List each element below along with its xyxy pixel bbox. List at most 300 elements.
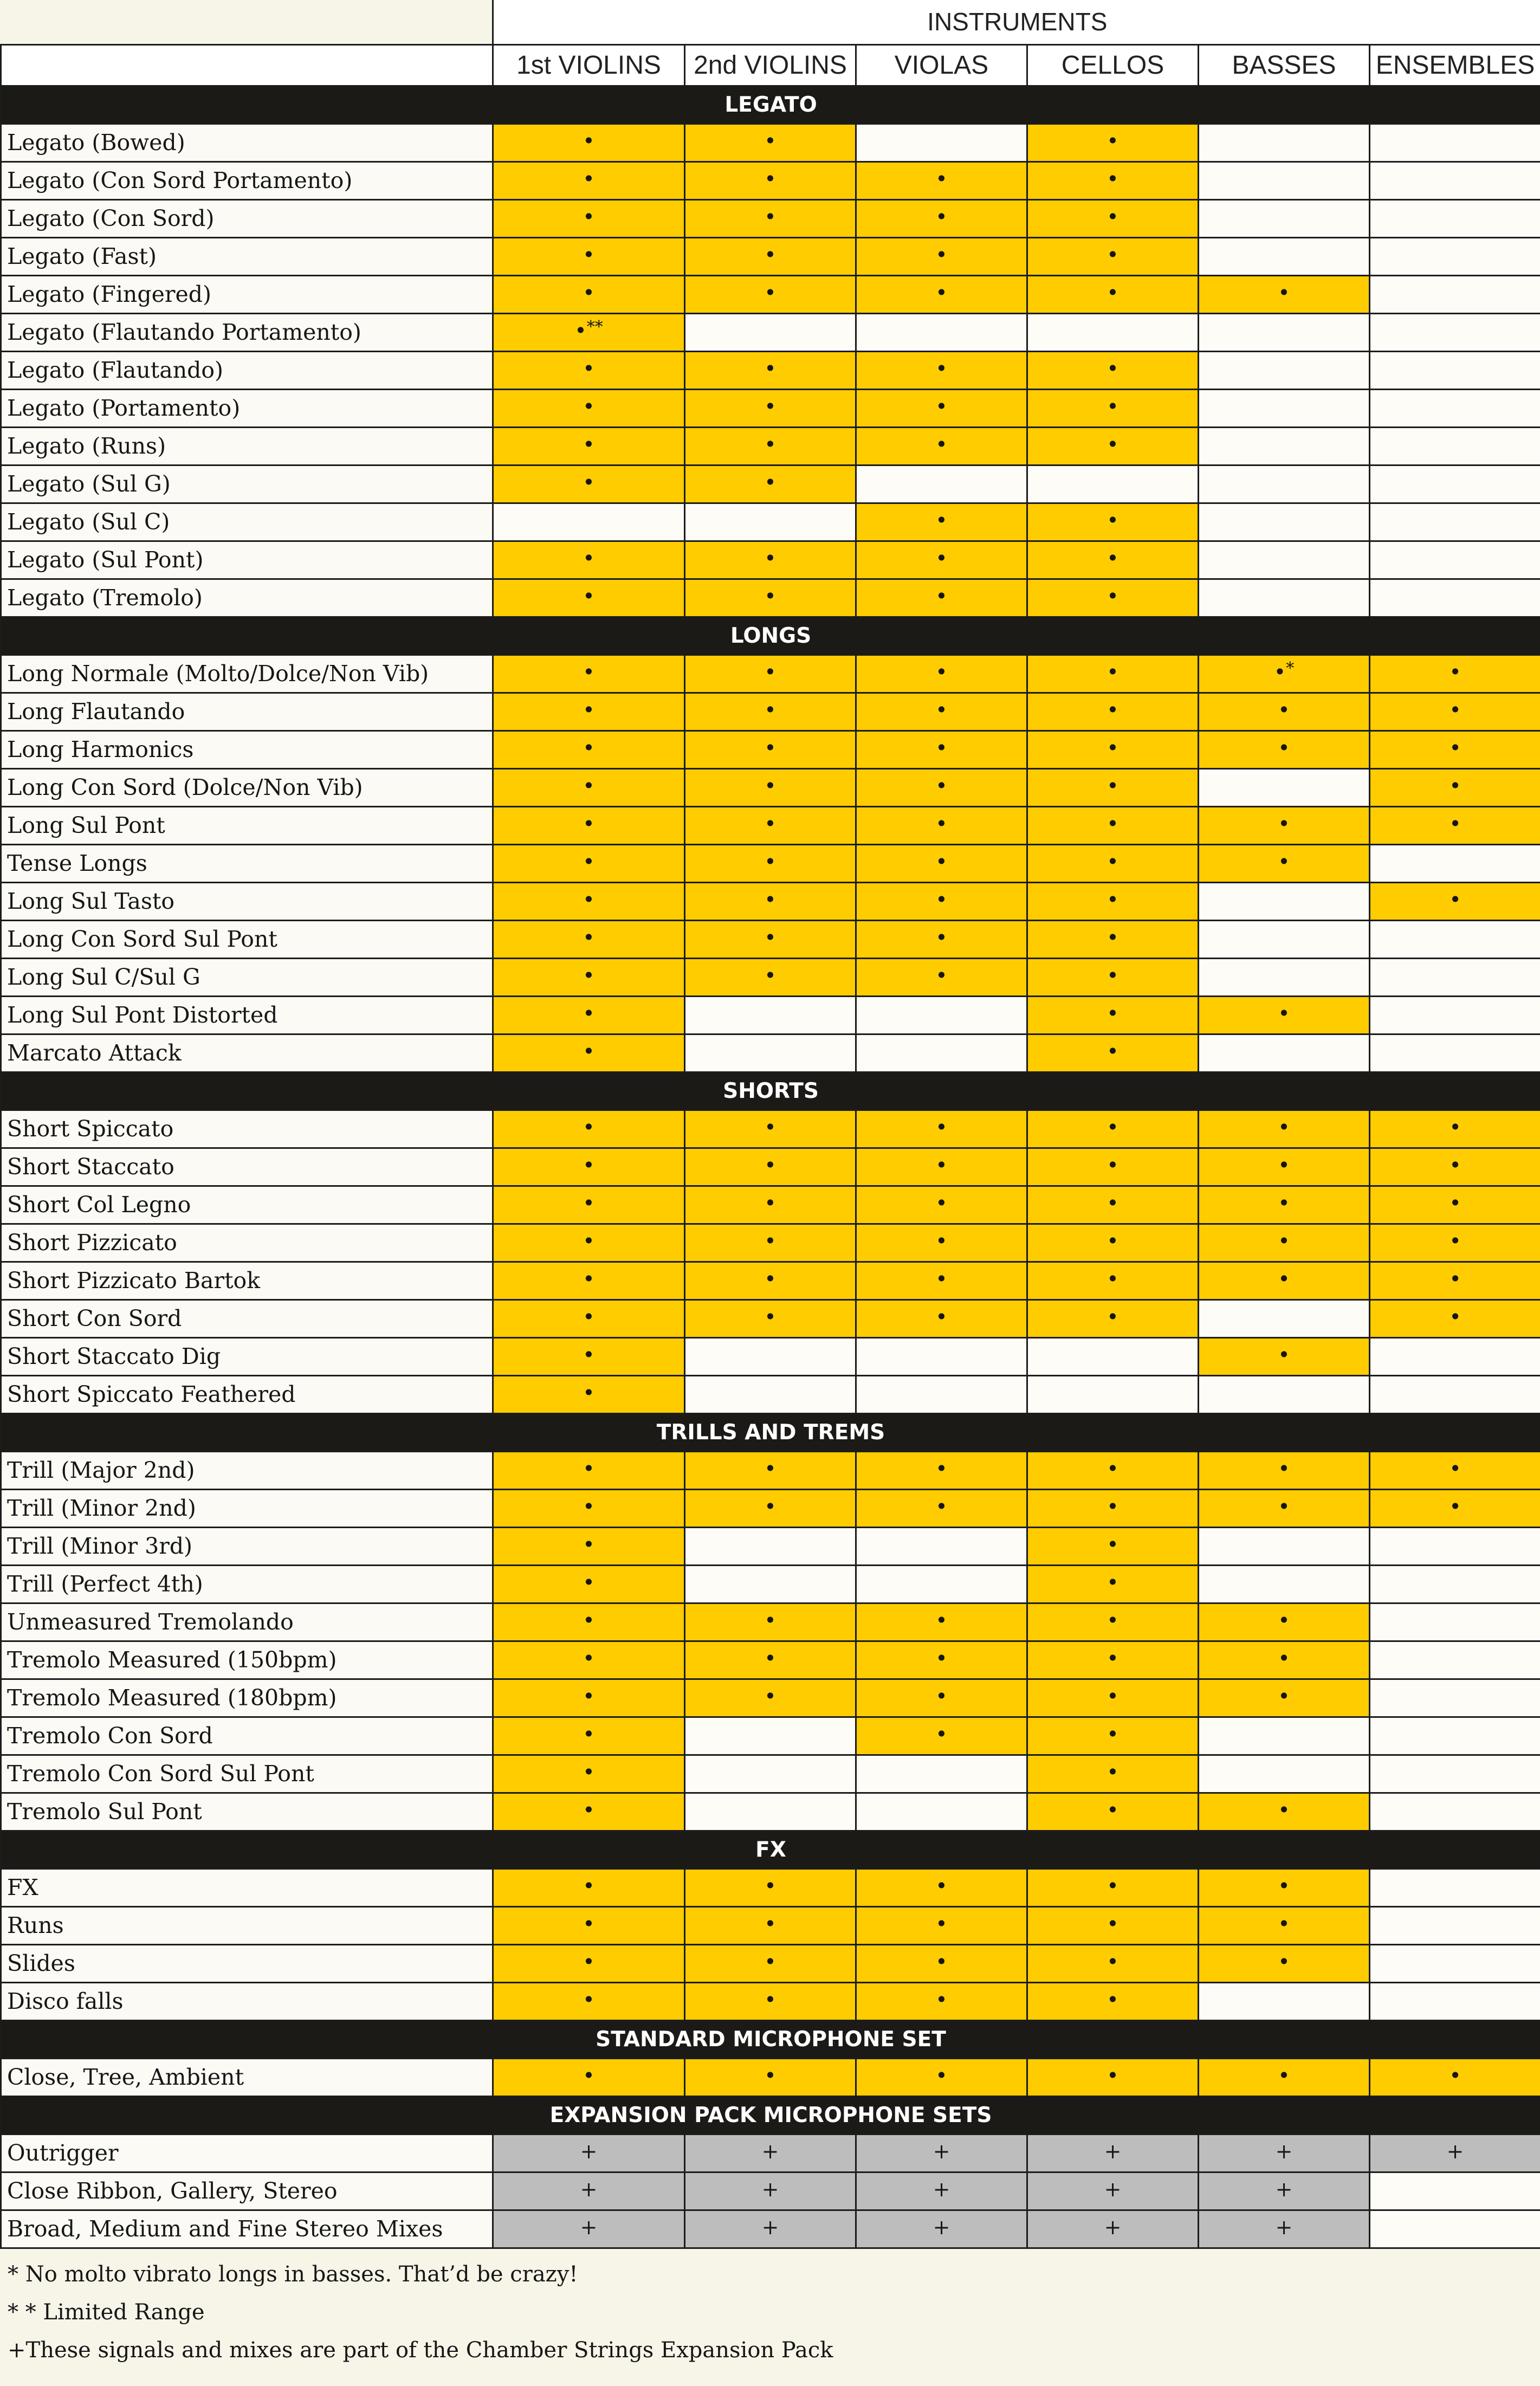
availability-dot: • (935, 432, 948, 456)
cell-1st-violins (493, 389, 685, 427)
cell-1st-violins (493, 1186, 685, 1224)
table-row (1, 655, 1540, 693)
column-header-violas: VIOLAS (856, 44, 1027, 86)
cell-basses (1199, 1982, 1370, 2020)
row-label: Slides (1, 1944, 493, 1982)
section-header: STANDARD MICROPHONE SET (1, 2020, 1540, 2058)
cell-basses (1199, 351, 1370, 389)
cell-1st-violins (493, 844, 685, 882)
cell-1st-violins (493, 313, 685, 351)
cell-violas (856, 389, 1027, 427)
cell-1st-violins (493, 2210, 685, 2248)
availability-dot: • (1107, 508, 1119, 532)
availability-dot: • (1449, 1267, 1461, 1291)
row-label: Unmeasured Tremolando (1, 1603, 493, 1641)
cell-basses (1199, 124, 1370, 161)
cell-basses (1199, 313, 1370, 351)
row-label: Tremolo Con Sord (1, 1717, 493, 1755)
cell-basses (1199, 1565, 1370, 1603)
cell-violas (856, 882, 1027, 920)
availability-dot: • (1107, 1153, 1119, 1177)
availability-dot: • (935, 205, 948, 229)
row-label: Tremolo Sul Pont (1, 1793, 493, 1831)
availability-dot: • (935, 1191, 948, 1215)
cell-cellos (1027, 1679, 1199, 1717)
row-label: Short Con Sord (1, 1299, 493, 1337)
availability-dot: • (1107, 1608, 1119, 1632)
table-row (1, 844, 1540, 882)
cell-ensembles (1370, 1527, 1540, 1565)
cell-2nd-violins (685, 1755, 856, 1793)
cell-basses (1199, 1148, 1370, 1186)
availability-dot: • (583, 357, 595, 380)
cell-ensembles (1370, 958, 1540, 996)
cell-cellos (1027, 958, 1199, 996)
availability-dot: • (764, 205, 777, 229)
cell-basses (1199, 882, 1370, 920)
cell-2nd-violins (685, 1262, 856, 1299)
cell-violas (856, 427, 1027, 465)
availability-dot: • (1107, 2064, 1119, 2087)
availability-dot: • (764, 1267, 777, 1291)
cell-basses (1199, 427, 1370, 465)
cell-2nd-violins (685, 1224, 856, 1262)
cell-basses (1199, 1262, 1370, 1299)
section-header: FX (1, 1831, 1540, 1868)
cell-1st-violins (493, 1641, 685, 1679)
availability-dot: • (764, 584, 777, 608)
cell-ensembles (1370, 1375, 1540, 1413)
cell-2nd-violins (685, 1034, 856, 1072)
table-row (1, 2058, 1540, 2096)
availability-dot: • (583, 888, 595, 911)
cell-basses (1199, 2058, 1370, 2096)
cell-basses (1199, 275, 1370, 313)
table-row (1, 1262, 1540, 1299)
availability-dot: • (935, 1305, 948, 1329)
availability-dot: • (583, 1305, 595, 1329)
expansion-plus: + (933, 2177, 950, 2201)
cell-basses (1199, 1375, 1370, 1413)
cell-basses (1199, 1641, 1370, 1679)
availability-dot: • (1449, 1305, 1461, 1329)
cell-violas (856, 2058, 1027, 2096)
cell-cellos (1027, 655, 1199, 693)
cell-violas (856, 1982, 1027, 2020)
cell-violas (856, 844, 1027, 882)
availability-dot: • (935, 1684, 948, 1708)
cell-violas (856, 1337, 1027, 1375)
cell-ensembles (1370, 655, 1540, 693)
availability-dot: • (583, 964, 595, 987)
cell-basses (1199, 1034, 1370, 1072)
cell-violas (856, 996, 1027, 1034)
availability-dot: • (1278, 812, 1290, 836)
cell-1st-violins (493, 1793, 685, 1831)
availability-dot: • (1278, 1267, 1290, 1291)
availability-dot: • (1107, 1533, 1119, 1556)
availability-dot: • (1278, 1229, 1290, 1253)
row-label: Legato (Runs) (1, 427, 493, 465)
table-row (1, 2134, 1540, 2172)
column-header-2nd-violins: 2nd VIOLINS (685, 44, 856, 86)
availability-dot: • (764, 2064, 777, 2087)
cell-basses (1199, 693, 1370, 730)
availability-dot: • (1278, 1115, 1290, 1139)
availability-dot: • (1449, 1153, 1461, 1177)
availability-dot: • (1107, 774, 1119, 798)
cell-cellos (1027, 1944, 1199, 1982)
cell-basses (1199, 996, 1370, 1034)
availability-dot: • (935, 1646, 948, 1670)
availability-dot: • (583, 1570, 595, 1594)
cell-ensembles (1370, 465, 1540, 503)
availability-dot: • (764, 167, 777, 191)
availability-dot: • (1107, 660, 1119, 684)
cell-ensembles (1370, 389, 1540, 427)
cell-violas (856, 1110, 1027, 1148)
expansion-plus: + (580, 2139, 598, 2163)
cell-cellos (1027, 1186, 1199, 1224)
row-label: Trill (Minor 3rd) (1, 1527, 493, 1565)
cell-2nd-violins (685, 1489, 856, 1527)
cell-2nd-violins (685, 199, 856, 237)
availability-dot: • (1107, 1874, 1119, 1898)
availability-dot: • (583, 2064, 595, 2087)
cell-2nd-violins (685, 1603, 856, 1641)
table-row (1, 1641, 1540, 1679)
cell-cellos (1027, 275, 1199, 313)
availability-dot: • (1278, 1191, 1290, 1215)
cell-basses (1199, 1755, 1370, 1793)
availability-dot: • (583, 660, 595, 684)
cell-violas (856, 1034, 1027, 1072)
availability-dot: • (935, 926, 948, 949)
cell-cellos (1027, 844, 1199, 882)
cell-ensembles (1370, 427, 1540, 465)
table-row (1, 1148, 1540, 1186)
cell-1st-violins (493, 1451, 685, 1489)
availability-dot: • (764, 1305, 777, 1329)
row-label: Short Pizzicato (1, 1224, 493, 1262)
cell-2nd-violins (685, 2210, 856, 2248)
cell-1st-violins (493, 541, 685, 579)
availability-dot: • (1107, 546, 1119, 570)
cell-basses (1199, 199, 1370, 237)
cell-2nd-violins (685, 2172, 856, 2210)
cell-ensembles (1370, 1337, 1540, 1375)
availability-dot: • (583, 395, 595, 418)
cell-2nd-violins (685, 579, 856, 617)
availability-dot: • (1449, 1229, 1461, 1253)
expansion-plus: + (1275, 2215, 1293, 2239)
row-label: Short Staccato Dig (1, 1337, 493, 1375)
table-row (1, 806, 1540, 844)
cell-2nd-violins (685, 1299, 856, 1337)
availability-dot: • (764, 1153, 777, 1177)
cell-ensembles (1370, 693, 1540, 730)
cell-basses (1199, 1603, 1370, 1641)
availability-dot: • (583, 1153, 595, 1177)
footnote-mark: ** (586, 318, 603, 337)
row-label: Outrigger (1, 2134, 493, 2172)
cell-violas (856, 1944, 1027, 1982)
cell-1st-violins (493, 1565, 685, 1603)
availability-dot: • (764, 964, 777, 987)
table-row (1, 996, 1540, 1034)
cell-ensembles (1370, 579, 1540, 617)
cell-2nd-violins (685, 161, 856, 199)
availability-dot: • (935, 281, 948, 305)
availability-dot: • (935, 243, 948, 267)
table-row (1, 1527, 1540, 1565)
header-label-cell (1, 44, 493, 86)
cell-cellos (1027, 1299, 1199, 1337)
table-row (1, 1944, 1540, 1982)
table-row (1, 199, 1540, 237)
cell-ensembles (1370, 351, 1540, 389)
availability-dot: • (1449, 774, 1461, 798)
availability-dot: • (1107, 1646, 1119, 1670)
availability-dot: • (1107, 736, 1119, 760)
cell-2nd-violins (685, 1451, 856, 1489)
cell-violas (856, 1641, 1027, 1679)
table-row (1, 1451, 1540, 1489)
availability-dot: • (764, 736, 777, 760)
cell-violas (856, 2210, 1027, 2248)
table-row (1, 161, 1540, 199)
availability-dot: • (1278, 281, 1290, 305)
table-row (1, 389, 1540, 427)
cell-cellos (1027, 199, 1199, 237)
cell-violas (856, 806, 1027, 844)
cell-basses (1199, 1527, 1370, 1565)
availability-dot: • (1107, 1988, 1119, 2012)
availability-dot: • (1107, 1798, 1119, 1822)
cell-basses (1199, 655, 1370, 693)
instruments-title: INSTRUMENTS (493, 0, 1540, 44)
table-row (1, 958, 1540, 996)
availability-dot: • (1449, 1495, 1461, 1518)
availability-dot: • (583, 1267, 595, 1291)
availability-dot: • (1278, 1798, 1290, 1822)
cell-2nd-violins (685, 503, 856, 541)
cell-violas (856, 1717, 1027, 1755)
availability-dot: • (935, 1912, 948, 1936)
cell-1st-violins (493, 1337, 685, 1375)
cell-basses (1199, 2172, 1370, 2210)
cell-1st-violins (493, 958, 685, 996)
table-row (1, 2172, 1540, 2210)
availability-dot: • (583, 1039, 595, 1063)
availability-dot: • (583, 812, 595, 836)
cell-cellos (1027, 1982, 1199, 2020)
availability-dot: • (1107, 1305, 1119, 1329)
cell-cellos (1027, 1868, 1199, 1906)
availability-dot: • (1107, 395, 1119, 418)
availability-dot: • (1107, 1001, 1119, 1025)
table-row (1, 275, 1540, 313)
cell-violas (856, 1262, 1027, 1299)
cell-basses (1199, 1717, 1370, 1755)
cell-2nd-violins (685, 1186, 856, 1224)
cell-1st-violins (493, 427, 685, 465)
expansion-plus: + (1446, 2139, 1464, 2163)
row-label: Long Sul Pont (1, 806, 493, 844)
table-row (1, 1868, 1540, 1906)
cell-basses (1199, 465, 1370, 503)
table-row (1, 1224, 1540, 1262)
cell-ensembles (1370, 1679, 1540, 1717)
cell-1st-violins (493, 1944, 685, 1982)
cell-violas (856, 465, 1027, 503)
expansion-plus: + (1104, 2139, 1122, 2163)
availability-dot: • (1107, 926, 1119, 949)
availability-dot: • (583, 774, 595, 798)
cell-violas (856, 1755, 1027, 1793)
row-label: Runs (1, 1906, 493, 1944)
availability-dot: • (1107, 243, 1119, 267)
cell-ensembles (1370, 1868, 1540, 1906)
footnotes (8, 2255, 833, 2369)
availability-dot: • (935, 774, 948, 798)
cell-violas (856, 1868, 1027, 1906)
cell-cellos (1027, 1565, 1199, 1603)
row-label: Close Ribbon, Gallery, Stereo (1, 2172, 493, 2210)
cell-basses (1199, 161, 1370, 199)
cell-1st-violins (493, 124, 685, 161)
cell-violas (856, 1451, 1027, 1489)
availability-dot: • (1107, 167, 1119, 191)
availability-dot: • (1278, 1153, 1290, 1177)
cell-1st-violins (493, 1868, 685, 1906)
cell-2nd-violins (685, 1906, 856, 1944)
cell-1st-violins (493, 1148, 685, 1186)
availability-dot: • (935, 357, 948, 380)
cell-2nd-violins (685, 882, 856, 920)
table-row (1, 1717, 1540, 1755)
corner-empty-cell (1, 0, 493, 44)
availability-dot: • (1449, 698, 1461, 722)
cell-violas (856, 1906, 1027, 1944)
cell-1st-violins (493, 1527, 685, 1565)
table-row (1, 920, 1540, 958)
cell-1st-violins (493, 1489, 685, 1527)
row-label: Long Harmonics (1, 730, 493, 768)
cell-2nd-violins (685, 958, 856, 996)
availability-dot: • (1273, 660, 1286, 684)
row-label: Long Flautando (1, 693, 493, 730)
table-row (1, 1110, 1540, 1148)
availability-dot: • (1278, 1495, 1290, 1518)
availability-dot: • (764, 357, 777, 380)
availability-dot: • (935, 167, 948, 191)
row-label: Tremolo Measured (180bpm) (1, 1679, 493, 1717)
cell-basses (1199, 958, 1370, 996)
availability-dot: • (583, 1495, 595, 1518)
column-header-ensembles: ENSEMBLES (1370, 44, 1540, 86)
cell-ensembles (1370, 2172, 1540, 2210)
availability-dot: • (1278, 1646, 1290, 1670)
cell-cellos (1027, 1755, 1199, 1793)
cell-cellos (1027, 1527, 1199, 1565)
cell-cellos (1027, 768, 1199, 806)
cell-ensembles (1370, 275, 1540, 313)
cell-basses (1199, 1337, 1370, 1375)
cell-basses (1199, 541, 1370, 579)
cell-cellos (1027, 1148, 1199, 1186)
availability-dot: • (764, 432, 777, 456)
availability-dot: • (764, 1988, 777, 2012)
cell-basses (1199, 1224, 1370, 1262)
column-header-1st-violins: 1st VIOLINS (493, 44, 685, 86)
availability-dot: • (935, 1267, 948, 1291)
availability-dot: • (1449, 812, 1461, 836)
availability-dot: • (764, 281, 777, 305)
cell-ensembles (1370, 1299, 1540, 1337)
table-row (1, 541, 1540, 579)
cell-2nd-violins (685, 1868, 856, 1906)
cell-basses (1199, 1299, 1370, 1337)
cell-cellos (1027, 730, 1199, 768)
availability-dot: • (1107, 1495, 1119, 1518)
cell-1st-violins (493, 1755, 685, 1793)
cell-cellos (1027, 541, 1199, 579)
availability-dot: • (583, 736, 595, 760)
row-label: Tremolo Con Sord Sul Pont (1, 1755, 493, 1793)
cell-2nd-violins (685, 351, 856, 389)
cell-cellos (1027, 1641, 1199, 1679)
cell-1st-violins (493, 1906, 685, 1944)
cell-ensembles (1370, 1982, 1540, 2020)
availability-dot: • (583, 129, 595, 153)
availability-dot: • (1107, 1229, 1119, 1253)
availability-dot: • (1107, 1760, 1119, 1784)
cell-ensembles (1370, 1451, 1540, 1489)
availability-dot: • (574, 319, 587, 342)
availability-dot: • (1449, 2064, 1461, 2087)
footnote-mark: * (1286, 659, 1295, 678)
row-label: Legato (Con Sord) (1, 199, 493, 237)
availability-dot: • (1449, 1191, 1461, 1215)
cell-basses (1199, 1679, 1370, 1717)
cell-violas (856, 579, 1027, 617)
cell-2nd-violins (685, 237, 856, 275)
cell-2nd-violins (685, 1793, 856, 1831)
cell-basses (1199, 389, 1370, 427)
expansion-plus: + (761, 2139, 779, 2163)
cell-violas (856, 1527, 1027, 1565)
cell-ensembles (1370, 1110, 1540, 1148)
cell-cellos (1027, 693, 1199, 730)
cell-violas (856, 693, 1027, 730)
availability-dot: • (1107, 1267, 1119, 1291)
cell-1st-violins (493, 237, 685, 275)
cell-cellos (1027, 1793, 1199, 1831)
row-label: Legato (Sul Pont) (1, 541, 493, 579)
availability-dot: • (935, 736, 948, 760)
availability-dot: • (583, 1001, 595, 1025)
cell-2nd-violins (685, 1944, 856, 1982)
availability-dot: • (583, 281, 595, 305)
availability-dot: • (764, 1874, 777, 1898)
availability-dot: • (764, 1608, 777, 1632)
availability-dot: • (764, 129, 777, 153)
availability-dot: • (764, 660, 777, 684)
table-row (1, 1186, 1540, 1224)
availability-dot: • (1278, 1001, 1290, 1025)
cell-cellos (1027, 503, 1199, 541)
